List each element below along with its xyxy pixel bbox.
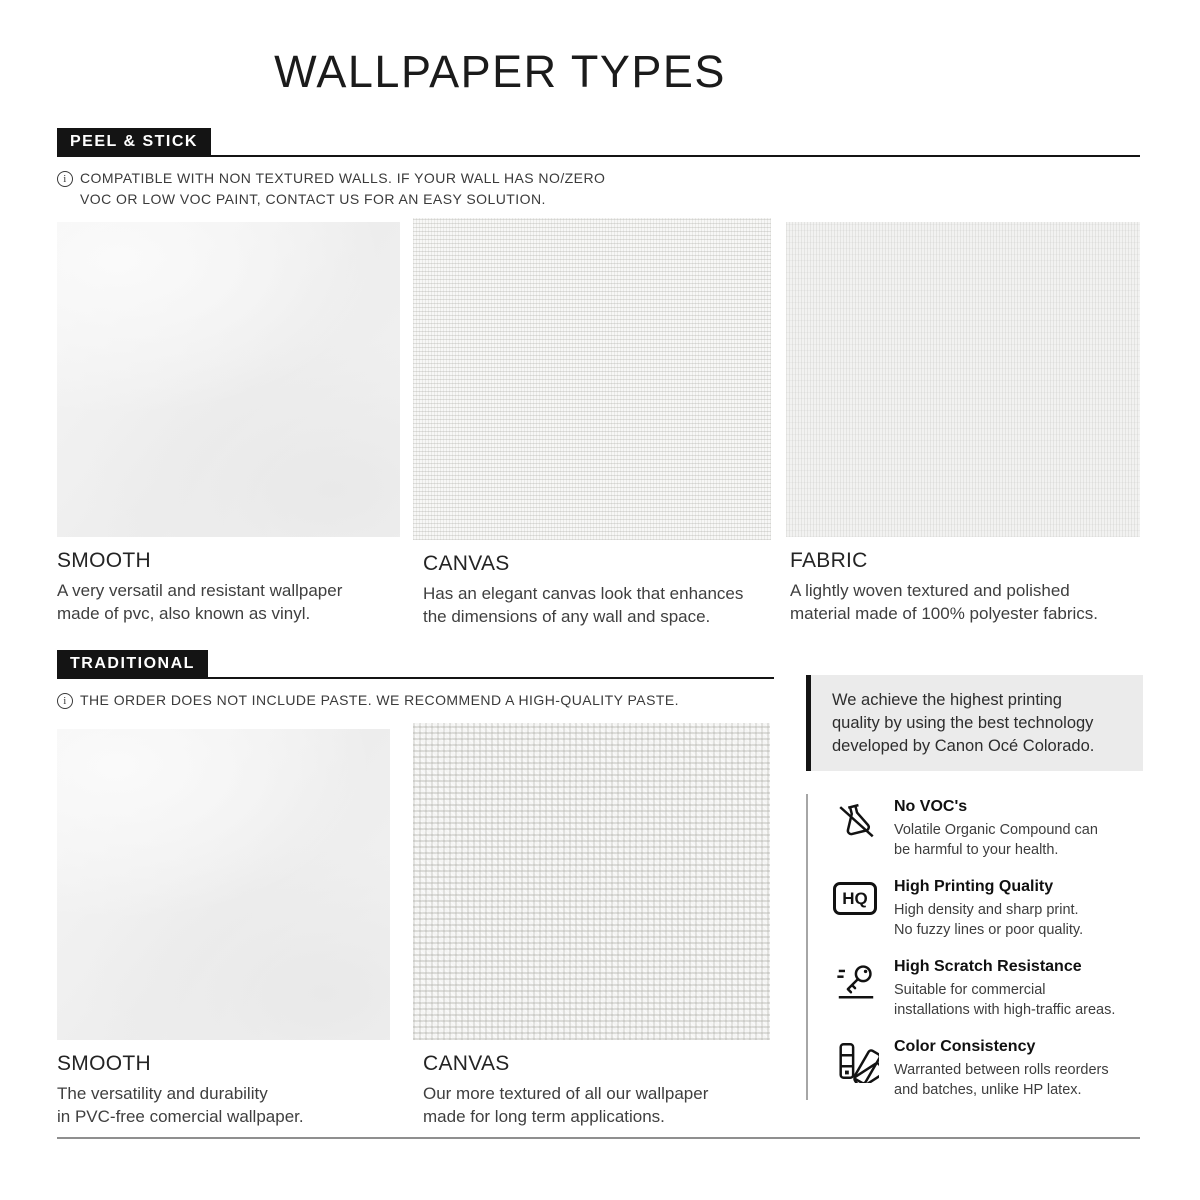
swatch-card-canvas [413, 222, 771, 628]
feature-text [894, 878, 1143, 940]
feature-text [894, 798, 1143, 860]
feature-title: High Printing Quality [894, 878, 1054, 895]
swatch-row-traditional [57, 723, 770, 1128]
swatch-card-fabric [786, 222, 1140, 625]
feature-description: and batches, unlike HP latex. [894, 1082, 1082, 1098]
feature-list [806, 794, 1143, 1100]
feature-description: Warranted between rolls reorders [894, 1062, 1109, 1078]
feature-no-vocs [833, 798, 1143, 860]
swatch-caption [57, 549, 400, 625]
swatch-card-smooth [57, 723, 390, 1128]
section-badge-peel-and-stick: PEEL & STICK [57, 128, 211, 155]
feature-high-printing-quality [833, 878, 1143, 940]
swatch-caption [413, 1052, 770, 1128]
color-swatches-icon [833, 1038, 879, 1100]
feature-description: be harmful to your health. [894, 842, 1059, 858]
swatch-caption [786, 549, 1140, 625]
swatch-name: CANVAS [423, 552, 510, 575]
quote-line: quality by using the best technology [832, 714, 1094, 732]
swatch-description: The versatility and durability [57, 1084, 268, 1103]
section-header-rule [57, 128, 1140, 157]
section-note [57, 690, 774, 711]
section-header-rule [57, 650, 774, 679]
swatch-card-canvas [413, 723, 770, 1128]
quote-line: We achieve the highest printing [832, 691, 1062, 709]
quote-text [811, 675, 1143, 771]
page-title: WALLPAPER TYPES [274, 46, 726, 97]
info-icon [57, 171, 73, 187]
note-line: VOC OR LOW VOC PAINT, CONTACT US FOR AN EASY SOLUTION. [80, 191, 546, 207]
swatch-description: A lightly woven textured and polished [790, 581, 1070, 600]
swatch-caption [57, 1052, 390, 1128]
key-scratch-icon [833, 958, 879, 1020]
section-badge-traditional: TRADITIONAL [57, 650, 208, 677]
section-peel-and-stick [57, 128, 1140, 210]
hq-badge-icon: HQ [833, 878, 879, 940]
note-text [80, 168, 605, 210]
feature-description: installations with high-traffic areas. [894, 1002, 1116, 1018]
feature-description: High density and sharp print. [894, 902, 1079, 918]
bottom-divider [57, 1137, 1140, 1139]
note-text [80, 690, 679, 711]
feature-text [894, 958, 1143, 1020]
fabric-texture-sample [786, 222, 1140, 537]
swatch-description: in PVC-free comercial wallpaper. [57, 1106, 304, 1126]
section-traditional [57, 650, 774, 711]
swatch-description: the dimensions of any wall and space. [423, 606, 711, 626]
swatch-card-smooth [57, 222, 400, 625]
note-line: COMPATIBLE WITH NON TEXTURED WALLS. IF YOUR WALL HAS NO/ZERO [80, 170, 606, 186]
swatch-description: made for long term applications. [423, 1106, 665, 1126]
section-note [57, 168, 1140, 210]
feature-title: No VOC's [894, 798, 968, 815]
swatch-description: Has an elegant canvas look that enhances [423, 584, 744, 603]
swatch-description: A very versatil and resistant wallpaper [57, 581, 343, 600]
feature-description: Volatile Organic Compound can [894, 822, 1098, 838]
smooth-texture-sample [57, 222, 400, 537]
swatch-description: Our more textured of all our wallpaper [423, 1084, 709, 1103]
swatch-name: SMOOTH [57, 1052, 151, 1075]
no-voc-flask-icon [833, 798, 879, 860]
swatch-description: made of pvc, also known as vinyl. [57, 603, 311, 623]
quote-box [806, 675, 1143, 771]
feature-title: Color Consistency [894, 1038, 1036, 1055]
swatch-name: SMOOTH [57, 549, 151, 572]
feature-color-consistency [833, 1038, 1143, 1100]
info-icon [57, 693, 73, 709]
swatch-name: FABRIC [790, 549, 868, 572]
feature-description: No fuzzy lines or poor quality. [894, 922, 1084, 938]
feature-high-scratch-resistance [833, 958, 1143, 1020]
quote-line: developed by Canon Océ Colorado. [832, 737, 1095, 755]
swatch-row-peel-and-stick [57, 222, 1140, 628]
note-line: THE ORDER DOES NOT INCLUDE PASTE. WE RECOMMEND A HIGH-QUALITY PASTE. [80, 692, 679, 708]
canvas-texture-sample [413, 723, 770, 1040]
feature-text [894, 1038, 1143, 1100]
swatch-caption [413, 552, 771, 628]
feature-description: Suitable for commercial [894, 982, 1046, 998]
canvas-texture-sample [413, 218, 771, 540]
feature-title: High Scratch Resistance [894, 958, 1082, 975]
smooth-texture-sample [57, 729, 390, 1040]
swatch-description: material made of 100% polyester fabrics. [790, 603, 1099, 623]
sidebar [806, 675, 1143, 1118]
swatch-name: CANVAS [423, 1052, 510, 1075]
